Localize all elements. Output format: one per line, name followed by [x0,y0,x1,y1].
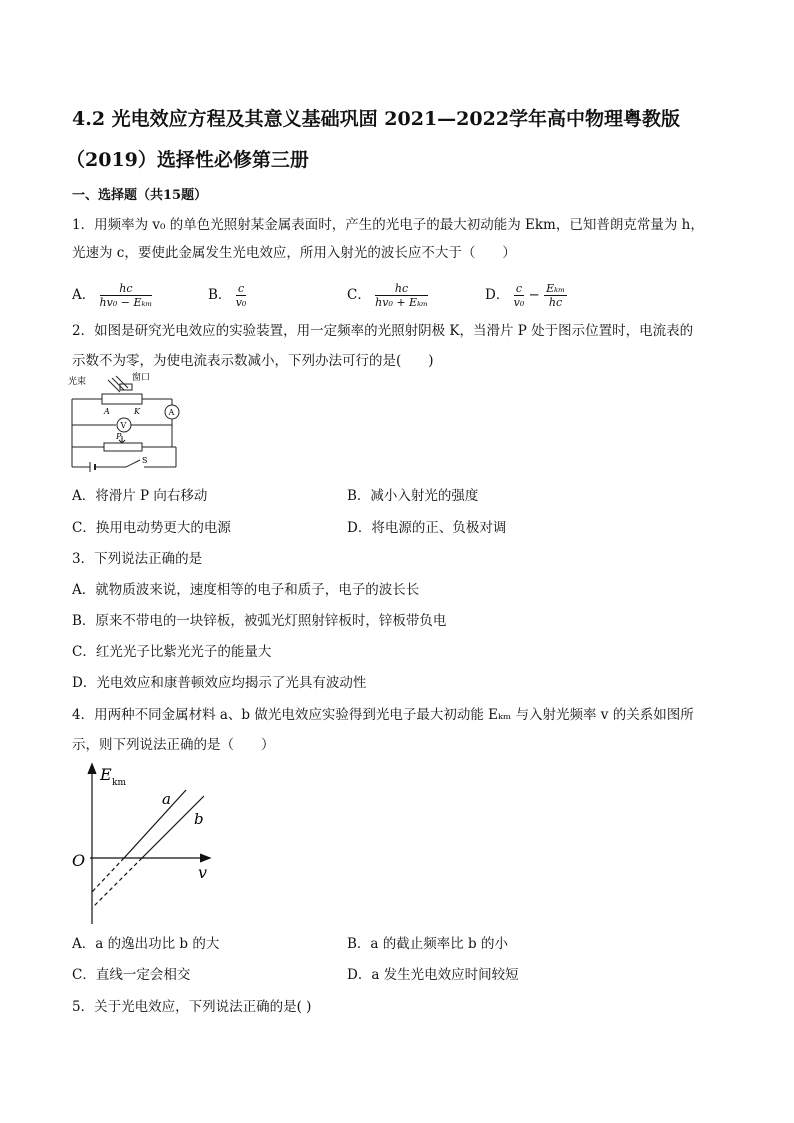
fig-ammeter-label: A [168,408,175,417]
q1-option-a-label: A． [72,287,96,303]
graph-line-b-label: b [194,810,204,828]
q5-stem: 5．关于光电效应，下列说法正确的是( ) [72,999,312,1015]
q1-option-c-label: C． [347,287,371,303]
q1-option-b[interactable] [208,282,246,309]
fig-beam-label: 光束 [68,377,87,387]
q1-d-minus: − [528,287,540,303]
graph-line-a-label: a [162,790,171,808]
q3-option-d[interactable]: D．光电效应和康普顿效应均揭示了光具有波动性 [72,675,367,691]
fig-window-label: 窗口 [132,373,151,383]
q1-a-num: hc [100,282,153,296]
q4-line-1: 4．用两种不同金属材料 a、b 做光电效应实验得到光电子最大初动能 Eₖₘ 与入射光频率 v 的关系如图所 [72,707,694,723]
q1-b-num: c [236,282,247,296]
q2-option-a[interactable]: A．将滑片 P 向右移动 [72,488,208,504]
q4-option-a[interactable]: A．a 的逸出功比 b 的大 [72,936,220,952]
graph-origin-label: O [72,851,86,870]
circuit-diagram [64,372,190,476]
q1-d2-num: Eₖₘ [546,282,565,295]
ekm-frequency-graph [68,760,218,928]
q1-d1-den: v₀ [513,296,525,309]
q4-option-d[interactable]: D．a 发生光电效应时间较短 [347,967,519,983]
q1-c-den: hv₀ + Eₖₘ [375,296,428,309]
q1-option-c-fraction [375,282,428,309]
q1-d2-den: hc [548,296,563,309]
graph-x-label: v [198,863,208,882]
q1-option-d-label: D． [485,287,510,303]
fig-switch-label: S [142,456,148,465]
q2-line-2: 示数不为零，为使电流表示数减小，下列办法可行的是( ) [72,353,434,369]
q1-option-d[interactable] [485,282,567,309]
q2-option-c[interactable]: C．换用电动势更大的电源 [72,520,231,536]
section-heading: 一、选择题（共15题） [72,188,208,203]
q1-line-2: 光速为 c，要使此金属发生光电效应，所用入射光的波长应不大于（ ） [72,245,516,261]
q1-line-1: 1．用频率为 v₀ 的单色光照射某金属表面时，产生的光电子的最大初动能为 Ekm，已知普朗克常量为 h， [72,217,704,233]
q2-option-d[interactable]: D．将电源的正、负极对调 [347,520,507,536]
q2-option-b[interactable]: B．减小入射光的强度 [347,488,479,504]
fig-voltmeter-label: V [120,421,127,430]
q1-option-a[interactable] [72,282,152,309]
fig-anode-label: A [104,407,110,416]
q4-line-2: 示，则下列说法正确的是（ ） [72,737,275,753]
q1-c-num: hc [375,282,428,296]
q1-option-d-fraction-1 [514,282,525,309]
q1-option-c[interactable] [347,282,428,309]
q2-line-1: 2．如图是研究光电效应的实验装置，用一定频率的光照射阴极 K，当滑片 P 处于图示位置时，电流表的 [72,323,694,339]
q1-b-den: v₀ [235,296,247,309]
q4-option-c[interactable]: C．直线一定会相交 [72,967,191,983]
title-line-2: （2019）选择性必修第三册 [66,149,309,171]
q1-option-b-label: B． [208,287,232,303]
fig-slider-label: P [116,432,122,441]
fig-cathode-label: K [134,407,140,416]
q3-option-a[interactable]: A．就物质波来说，速度相等的电子和质子，电子的波长长 [72,582,420,598]
graph-y-label: E [100,765,112,784]
q1-option-d-fraction-2 [544,282,567,309]
q3-option-c[interactable]: C．红光光子比紫光光子的能量大 [72,644,272,660]
q3-option-b[interactable]: B．原来不带电的一块锌板，被弧光灯照射锌板时，锌板带负电 [72,613,447,629]
q1-a-den: hv₀ − Eₖₘ [99,296,153,309]
q4-option-b[interactable]: B．a 的截止频率比 b 的小 [347,936,508,952]
title-line-1: 4.2 光电效应方程及其意义基础巩固 2021—2022学年高中物理粤教版 [72,108,681,130]
q3-stem: 3．下列说法正确的是 [72,551,203,567]
q1-option-b-fraction [236,282,247,309]
q1-d1-num: c [514,282,525,296]
q1-option-a-fraction [100,282,153,309]
graph-y-label-sub: km [112,778,126,788]
